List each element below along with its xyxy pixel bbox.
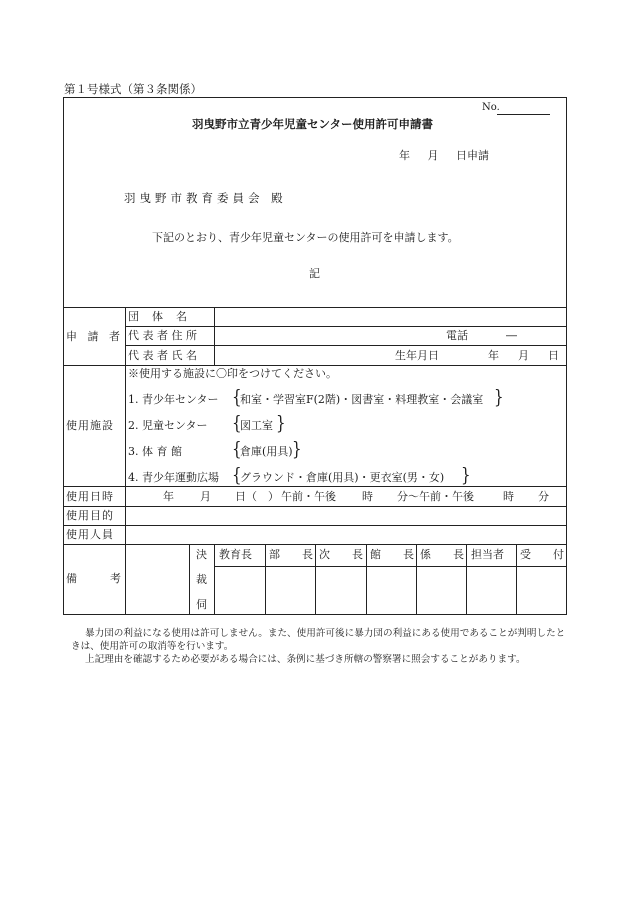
facilities-section-label: 使用施設 xyxy=(66,419,114,432)
recipient: 羽曳野市教育委員会 殿 xyxy=(124,191,287,205)
usage-purpose-label: 使用目的 xyxy=(66,509,114,522)
rep-name-label: 代表者氏名 xyxy=(128,349,201,362)
facility-rooms-children-center[interactable]: 図工室 xyxy=(240,419,273,432)
usage-month: 月 xyxy=(200,490,211,503)
usage-datetime-label: 使用日時 xyxy=(66,490,114,503)
approval-header-director: 部 長 xyxy=(269,548,313,561)
facility-rooms-gymnasium[interactable]: 倉庫(用具) xyxy=(240,445,293,458)
phone-label: 電話 xyxy=(446,329,468,342)
usage-people-field[interactable] xyxy=(126,526,566,543)
rule-applicant-bottom xyxy=(63,365,567,366)
remarks-label-1: 備 xyxy=(66,572,77,585)
footnote-police-inquiry: 上記理由を確認するため必要がある場合には、条例に基づき所轄の警察署に照会することがあります。 xyxy=(85,654,526,665)
dob-year: 年 xyxy=(488,349,499,362)
group-name-field[interactable] xyxy=(215,308,566,325)
approval-header-section-chief: 係 長 xyxy=(420,548,464,561)
decision-char-3: 伺 xyxy=(196,598,207,611)
group-name-label: 団 体 名 xyxy=(128,310,188,323)
approval-stamp-box[interactable] xyxy=(215,567,264,614)
rep-name-field[interactable] xyxy=(215,346,395,364)
remarks-label-2: 考 xyxy=(110,572,121,585)
usage-ampm-start[interactable]: 午前・午後 xyxy=(281,490,336,503)
brace-left-icon: { xyxy=(232,437,242,460)
rule-facilities-bottom xyxy=(63,486,567,487)
decision-char-1: 決 xyxy=(196,548,207,561)
ki-label: 記 xyxy=(309,267,320,280)
decision-char-2: 裁 xyxy=(196,573,207,586)
facility-rooms-youth-center[interactable]: 和室・学習室F(2階)・図書室・料理教室・会議室 xyxy=(240,393,484,406)
request-statement: 下記のとおり、青少年児童センターの使用許可を申請します。 xyxy=(152,231,459,244)
brace-right-icon: } xyxy=(276,411,286,434)
usage-people-label: 使用人員 xyxy=(66,528,114,541)
brace-left-icon: { xyxy=(232,463,242,486)
number-field[interactable] xyxy=(497,114,550,115)
phone-dash: ― xyxy=(506,329,517,342)
approval-header-deputy: 次 長 xyxy=(319,548,363,561)
application-date[interactable]: 年 月 日申請 xyxy=(399,149,489,162)
applicant-section-label: 申 請 者 xyxy=(66,330,124,343)
footnote-violence-groups: 暴力団の利益になる使用は許可しません。また、使用許可後に暴力団の利益にある使用であることが判明したときは、使用許可の取消等を行います。 xyxy=(71,628,566,652)
dob-day: 日 xyxy=(548,349,559,362)
form-title: 羽曳野市立青少年児童センター使用許可申請書 xyxy=(192,117,434,131)
approval-stamp-box[interactable] xyxy=(316,567,365,614)
usage-hour-start: 時 xyxy=(362,490,373,503)
approval-header-reception: 受 付 xyxy=(520,548,564,561)
facility-rooms-sports-ground[interactable]: グラウンド・倉庫(用具)・更衣室(男・女) xyxy=(240,471,445,484)
approval-stamp-box[interactable] xyxy=(517,567,566,614)
brace-right-icon: } xyxy=(292,437,302,460)
usage-day-weekday: 日（ ） xyxy=(235,490,279,503)
usage-hour-end: 時 xyxy=(503,490,514,503)
approval-stamp-box[interactable] xyxy=(417,567,465,614)
brace-left-icon: { xyxy=(232,411,242,434)
approval-header-superintendent: 教育長 xyxy=(219,548,252,561)
usage-year: 年 xyxy=(163,490,174,503)
facility-label-youth-center: 1. 青少年センター xyxy=(128,393,219,406)
rule-decision-left xyxy=(189,544,190,615)
brace-left-icon: { xyxy=(232,385,242,408)
footnotes xyxy=(71,627,567,666)
approval-header-staff: 担当者 xyxy=(471,548,504,561)
remarks-field[interactable] xyxy=(126,545,188,614)
number-label: No. xyxy=(482,102,500,113)
approval-stamp-box[interactable] xyxy=(467,567,515,614)
facility-label-sports-ground: 4. 青少年運動広場 xyxy=(128,471,219,484)
brace-right-icon: } xyxy=(461,463,471,486)
dob-month: 月 xyxy=(518,349,529,362)
approval-header-hall-chief: 館 長 xyxy=(370,548,414,561)
approval-stamp-box[interactable] xyxy=(266,567,314,614)
usage-minute-to[interactable]: 分〜午前・午後 xyxy=(397,490,474,503)
facility-label-children-center: 2. 児童センター xyxy=(128,419,208,432)
facility-label-gymnasium: 3. 体 育 館 xyxy=(128,445,182,458)
rep-address-label: 代表者住所 xyxy=(128,329,201,342)
approval-stamp-box[interactable] xyxy=(367,567,415,614)
dob-label: 生年月日 xyxy=(395,349,439,362)
form-number-label: 第１号様式（第３条関係） xyxy=(64,82,202,96)
usage-minute-end: 分 xyxy=(538,490,549,503)
brace-right-icon: } xyxy=(494,385,504,408)
facilities-instruction: ※使用する施設に〇印をつけてください。 xyxy=(128,367,337,380)
usage-purpose-field[interactable] xyxy=(126,507,566,524)
